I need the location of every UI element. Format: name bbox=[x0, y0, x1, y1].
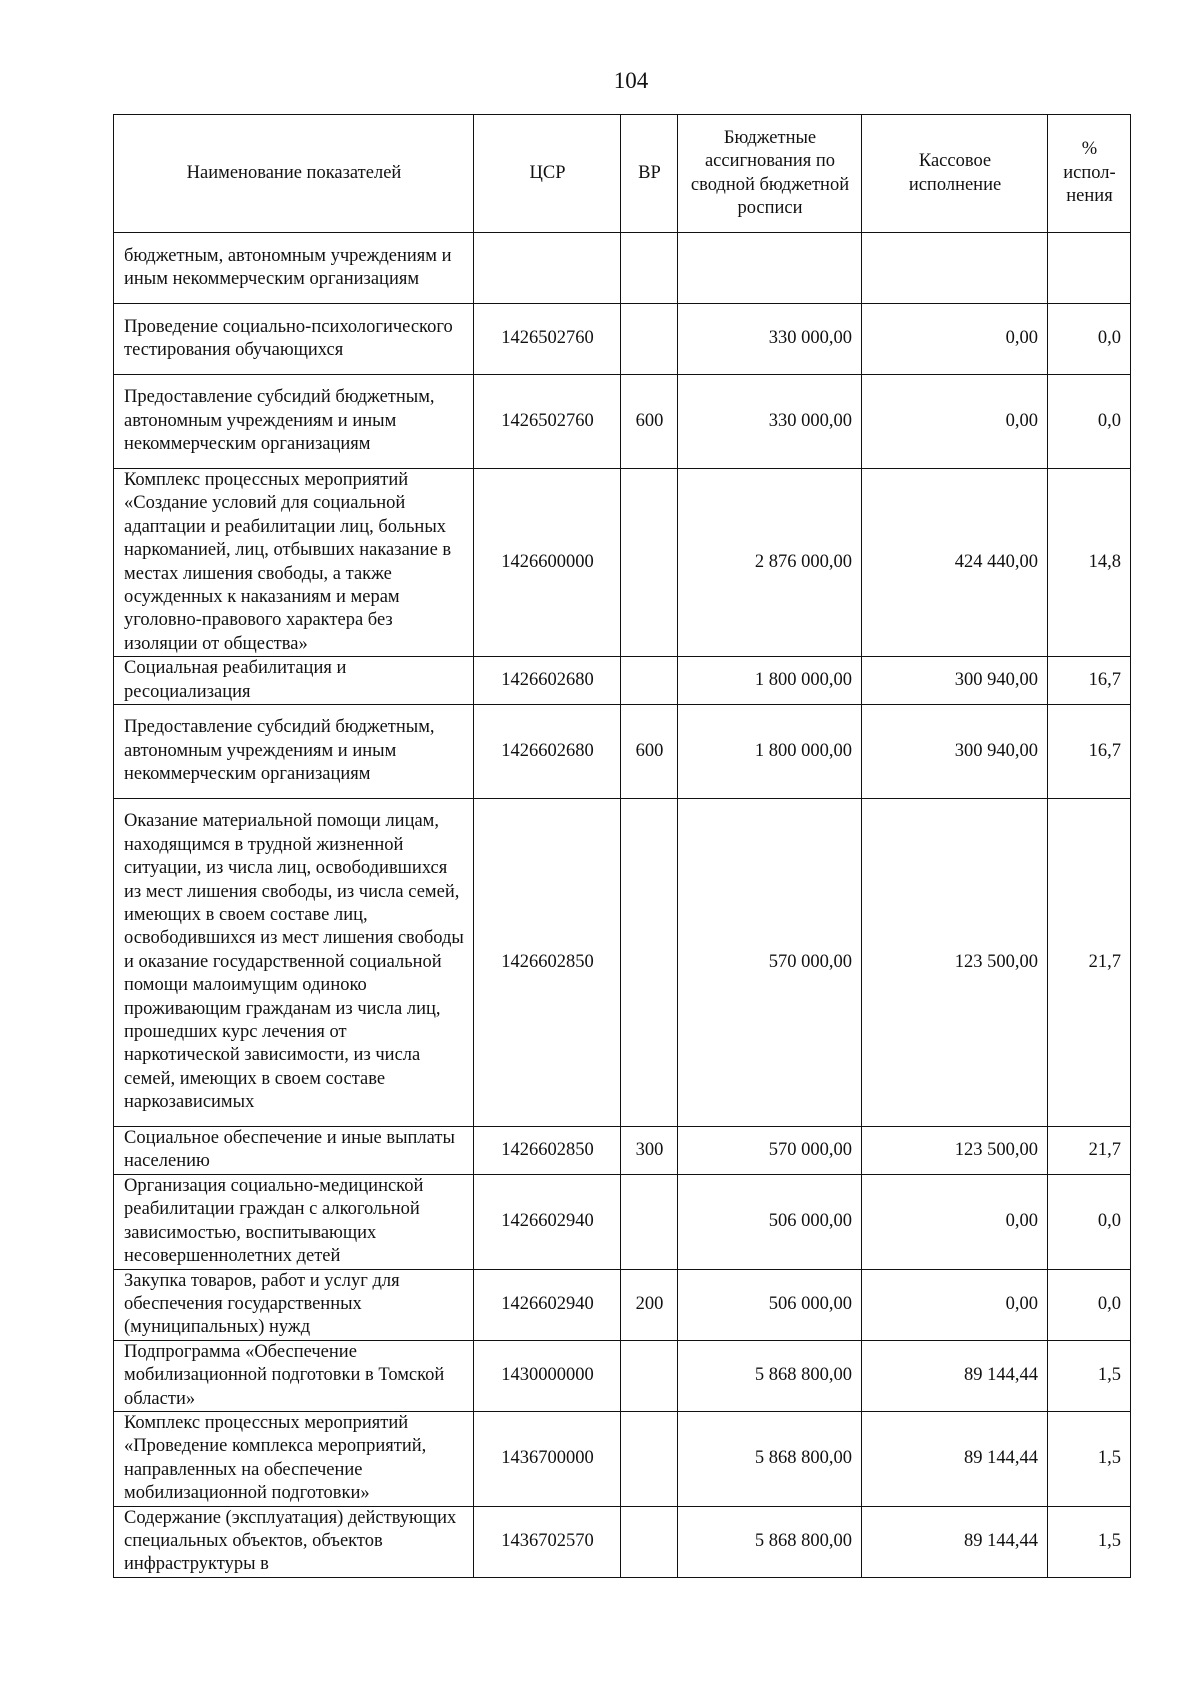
row-percent: 1,5 bbox=[1048, 1340, 1131, 1411]
table-row bbox=[114, 304, 1131, 375]
table-row bbox=[114, 1340, 1131, 1411]
row-percent: 1,5 bbox=[1048, 1411, 1131, 1506]
row-csr: 1426602680 bbox=[474, 657, 621, 705]
table-row bbox=[114, 1506, 1131, 1577]
row-name: Комплекс процессных мероприятий «Проведение комплекса мероприятий, направленных на обеспечение мобилизационной подготовки» bbox=[114, 1411, 474, 1506]
header-percent: % испол-нения bbox=[1048, 115, 1131, 233]
row-budget: 1 800 000,00 bbox=[678, 657, 862, 705]
budget-table bbox=[113, 114, 1131, 1578]
row-name: Социальная реабилитация и ресоциализация bbox=[114, 657, 474, 705]
row-csr: 1436700000 bbox=[474, 1411, 621, 1506]
row-percent bbox=[1048, 233, 1131, 304]
row-cash: 0,00 bbox=[862, 1269, 1048, 1340]
row-vr bbox=[621, 304, 678, 375]
table-row bbox=[114, 705, 1131, 799]
header-row bbox=[114, 115, 1131, 233]
row-vr bbox=[621, 1340, 678, 1411]
row-name: Предоставление субсидий бюджетным, автономным учреждениям и иным некоммерческим организациям bbox=[114, 375, 474, 469]
table-row bbox=[114, 799, 1131, 1127]
row-csr: 1426602940 bbox=[474, 1174, 621, 1269]
row-cash: 0,00 bbox=[862, 304, 1048, 375]
row-budget bbox=[678, 233, 862, 304]
row-vr: 300 bbox=[621, 1127, 678, 1175]
row-name: Закупка товаров, работ и услуг для обеспечения государственных (муниципальных) нужд bbox=[114, 1269, 474, 1340]
row-percent: 21,7 bbox=[1048, 1127, 1131, 1175]
row-name: Организация социально-медицинской реабилитации граждан с алкогольной зависимостью, воспитывающих несовершеннолетних детей bbox=[114, 1174, 474, 1269]
row-budget: 5 868 800,00 bbox=[678, 1411, 862, 1506]
row-percent: 14,8 bbox=[1048, 469, 1131, 657]
row-vr bbox=[621, 1506, 678, 1577]
row-csr: 1426502760 bbox=[474, 304, 621, 375]
row-cash: 300 940,00 bbox=[862, 657, 1048, 705]
row-cash: 0,00 bbox=[862, 1174, 1048, 1269]
row-budget: 570 000,00 bbox=[678, 1127, 862, 1175]
row-percent: 21,7 bbox=[1048, 799, 1131, 1127]
row-vr: 200 bbox=[621, 1269, 678, 1340]
row-name: бюджетным, автономным учреждениям и иным некоммерческим организациям bbox=[114, 233, 474, 304]
row-name: Социальное обеспечение и иные выплаты населению bbox=[114, 1127, 474, 1175]
row-percent: 16,7 bbox=[1048, 657, 1131, 705]
row-vr bbox=[621, 469, 678, 657]
row-csr: 1426600000 bbox=[474, 469, 621, 657]
row-budget: 330 000,00 bbox=[678, 304, 862, 375]
row-vr: 600 bbox=[621, 375, 678, 469]
row-percent: 0,0 bbox=[1048, 1174, 1131, 1269]
row-budget: 570 000,00 bbox=[678, 799, 862, 1127]
row-name: Комплекс процессных мероприятий «Создание условий для социальной адаптации и реабилитации лиц, больных наркоманией, лиц, отбывших наказание в местах лишения свободы, а также осужденных к наказаниям и мерам уголовно-правового характера без изоляции от общества» bbox=[114, 469, 474, 657]
row-percent: 0,0 bbox=[1048, 1269, 1131, 1340]
row-budget: 1 800 000,00 bbox=[678, 705, 862, 799]
header-cash: Кассовое исполнение bbox=[862, 115, 1048, 233]
row-cash: 89 144,44 bbox=[862, 1411, 1048, 1506]
row-cash bbox=[862, 233, 1048, 304]
row-csr: 1426602680 bbox=[474, 705, 621, 799]
header-name: Наименование показателей bbox=[114, 115, 474, 233]
row-budget: 2 876 000,00 bbox=[678, 469, 862, 657]
row-budget: 506 000,00 bbox=[678, 1269, 862, 1340]
row-percent: 0,0 bbox=[1048, 304, 1131, 375]
header-csr: ЦСР bbox=[474, 115, 621, 233]
row-percent: 16,7 bbox=[1048, 705, 1131, 799]
table-row bbox=[114, 233, 1131, 304]
row-name: Содержание (эксплуатация) действующих специальных объектов, объектов инфраструктуры в bbox=[114, 1506, 474, 1577]
row-csr: 1430000000 bbox=[474, 1340, 621, 1411]
row-cash: 424 440,00 bbox=[862, 469, 1048, 657]
row-cash: 123 500,00 bbox=[862, 1127, 1048, 1175]
row-csr: 1426602850 bbox=[474, 1127, 621, 1175]
table-row bbox=[114, 1269, 1131, 1340]
row-budget: 330 000,00 bbox=[678, 375, 862, 469]
header-vr: ВР bbox=[621, 115, 678, 233]
row-vr bbox=[621, 233, 678, 304]
row-budget: 5 868 800,00 bbox=[678, 1340, 862, 1411]
row-csr: 1426502760 bbox=[474, 375, 621, 469]
row-cash: 0,00 bbox=[862, 375, 1048, 469]
table-row bbox=[114, 1411, 1131, 1506]
row-cash: 89 144,44 bbox=[862, 1340, 1048, 1411]
row-vr bbox=[621, 1411, 678, 1506]
row-cash: 300 940,00 bbox=[862, 705, 1048, 799]
row-vr bbox=[621, 799, 678, 1127]
row-name: Предоставление субсидий бюджетным, автономным учреждениям и иным некоммерческим организациям bbox=[114, 705, 474, 799]
row-name: Оказание материальной помощи лицам, находящимся в трудной жизненной ситуации, из числа лиц, освободившихся из мест лишения свободы, из числа семей, имеющих в своем составе лиц, освободившихся из мест лишения свободы и оказание государственной социальной помощи малоимущим одиноко проживающим гражданам из числа лиц, прошедших курс лечения от наркотической зависимости, из числа семей, имеющих в своем составе наркозависимых bbox=[114, 799, 474, 1127]
table-row bbox=[114, 469, 1131, 657]
row-budget: 506 000,00 bbox=[678, 1174, 862, 1269]
header-budget: Бюджетные ассигнования по сводной бюджетной росписи bbox=[678, 115, 862, 233]
table-row bbox=[114, 1127, 1131, 1175]
table-row bbox=[114, 375, 1131, 469]
row-vr bbox=[621, 657, 678, 705]
row-csr: 1436702570 bbox=[474, 1506, 621, 1577]
row-csr: 1426602850 bbox=[474, 799, 621, 1127]
row-name: Проведение социально-психологического тестирования обучающихся bbox=[114, 304, 474, 375]
row-csr: 1426602940 bbox=[474, 1269, 621, 1340]
table-row bbox=[114, 1174, 1131, 1269]
row-budget: 5 868 800,00 bbox=[678, 1506, 862, 1577]
row-percent: 1,5 bbox=[1048, 1506, 1131, 1577]
row-cash: 123 500,00 bbox=[862, 799, 1048, 1127]
row-vr: 600 bbox=[621, 705, 678, 799]
table-row bbox=[114, 657, 1131, 705]
row-name: Подпрограмма «Обеспечение мобилизационной подготовки в Томской области» bbox=[114, 1340, 474, 1411]
page-number: 104 bbox=[613, 68, 649, 93]
row-vr bbox=[621, 1174, 678, 1269]
row-csr bbox=[474, 233, 621, 304]
row-percent: 0,0 bbox=[1048, 375, 1131, 469]
row-cash: 89 144,44 bbox=[862, 1506, 1048, 1577]
